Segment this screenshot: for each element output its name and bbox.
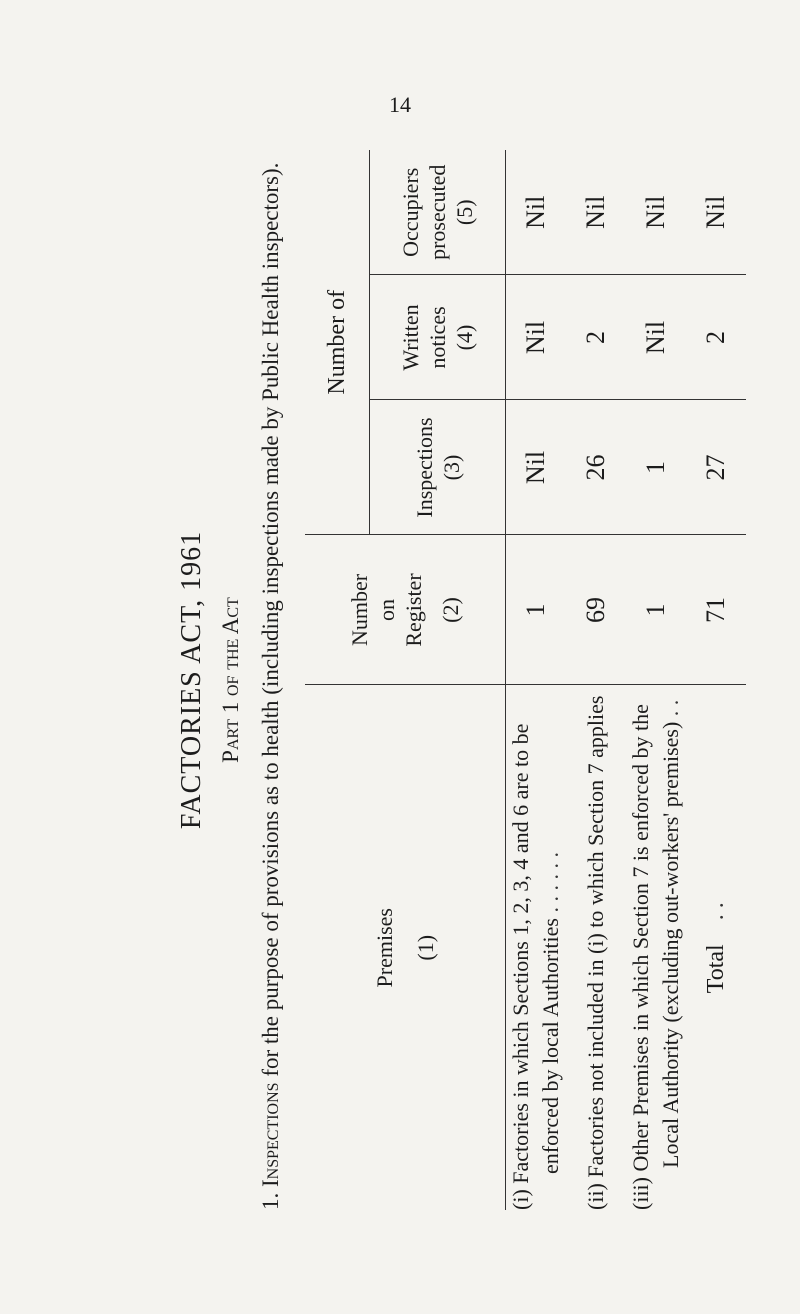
- col-header-occupiers-prosecuted: Occupiers prosecuted (5): [370, 150, 506, 275]
- page-number: 14: [389, 92, 411, 117]
- register-value: 69: [566, 535, 626, 685]
- inspections-value: 1: [626, 400, 686, 535]
- written-notices-value: Nil: [506, 275, 567, 400]
- table-total-row: [686, 150, 746, 1210]
- total-label: Total . .: [702, 902, 729, 994]
- inspections-value: Nil: [506, 400, 567, 535]
- rotated-table-sheet: [168, 150, 730, 1210]
- heading-block: [168, 150, 308, 1210]
- total-register-value: 71: [686, 535, 746, 685]
- col-header-written-notices: Written notices (4): [370, 275, 506, 400]
- register-value: 1: [626, 535, 686, 685]
- table-row: [506, 150, 567, 1210]
- written-notices-value: 2: [566, 275, 626, 400]
- register-value: 1: [506, 535, 567, 685]
- occupiers-prosecuted-value: Nil: [506, 150, 567, 275]
- section-lead: Inspections: [258, 1082, 283, 1187]
- document-subtitle: Part 1 of the Act: [218, 597, 243, 763]
- document-title: FACTORIES ACT, 1961: [176, 530, 207, 830]
- section-heading: [258, 150, 284, 1210]
- occupiers-prosecuted-value: Nil: [566, 150, 626, 275]
- total-occupiers-prosecuted-value: Nil: [686, 150, 746, 275]
- col-header-inspections: Inspections (3): [370, 400, 506, 535]
- section-number: 1.: [258, 1192, 283, 1210]
- inspections-table: [305, 150, 746, 1210]
- row-label: (iii) Other Premises in which Section 7 is enforced by the Local Authority (excluding out-workers' premises) . .: [628, 699, 683, 1210]
- written-notices-value: Nil: [626, 275, 686, 400]
- total-inspections-value: 27: [686, 400, 746, 535]
- table-row: [566, 150, 626, 1210]
- total-written-notices-value: 2: [686, 275, 746, 400]
- col-group-number-of: Number of: [305, 150, 370, 535]
- occupiers-prosecuted-value: Nil: [626, 150, 686, 275]
- section-description: for the purpose of provisions as to health (including inspections made by Public Health inspectors).: [258, 162, 283, 1077]
- inspections-value: 26: [566, 400, 626, 535]
- row-label: (ii) Factories not included in (i) to which Section 7 applies: [583, 695, 608, 1210]
- col-header-premises: Premises (1): [305, 685, 506, 1210]
- col-header-register: Number on Register (2): [305, 535, 506, 685]
- row-label: (i) Factories in which Sections 1, 2, 3, 4 and 6 are to be enforced by local Authorities . . . . . .: [508, 723, 563, 1210]
- table-row: [626, 150, 686, 1210]
